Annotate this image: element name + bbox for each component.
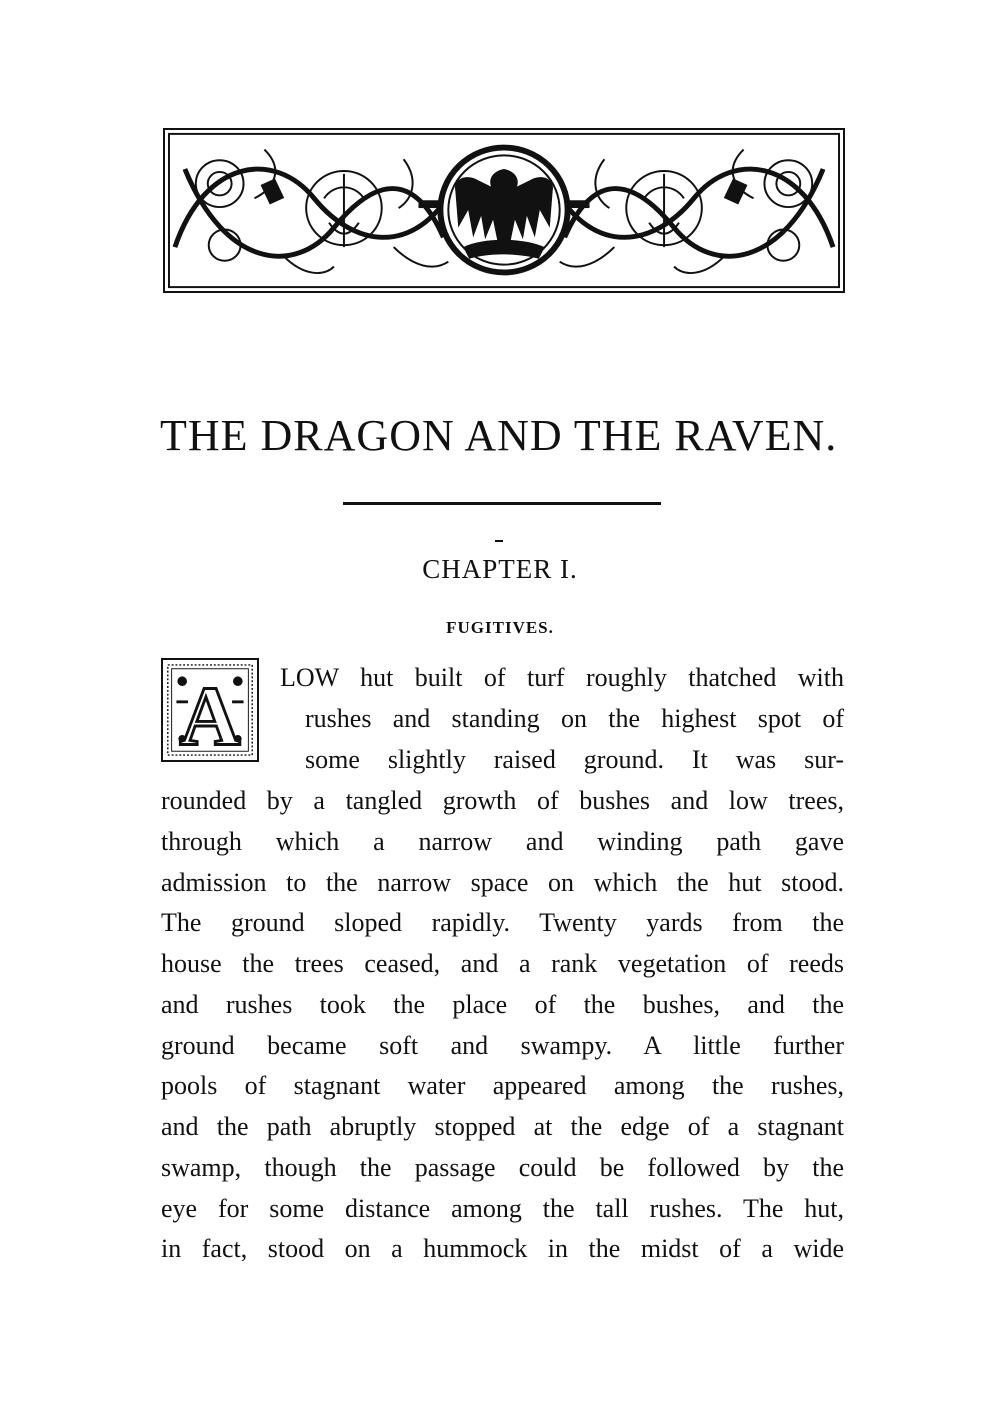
body-line: The ground sloped rapidly. Twenty yards from the (161, 908, 844, 937)
body-line: admission to the narrow space on which the hut stood. (161, 868, 844, 897)
body-line: house the trees ceased, and a rank vegetation of reeds (161, 949, 844, 978)
chapter-heading: CHAPTER I. (422, 554, 578, 584)
book-title: THE DRAGON AND THE RAVEN. (160, 411, 838, 460)
title-rule (343, 502, 661, 505)
body-line: some slightly raised ground. It was sur- (305, 745, 844, 774)
svg-text:A: A (179, 670, 241, 760)
chapter-mark (495, 540, 503, 542)
drop-cap-letter-icon (163, 660, 257, 760)
body-line: ground became soft and swampy. A little further (161, 1031, 844, 1060)
body-line: rushes and standing on the highest spot of (305, 704, 844, 733)
drop-cap (161, 658, 259, 762)
body-line: and rushes took the place of the bushes, and the (161, 990, 844, 1019)
body-line: pools of stagnant water appeared among the rushes, (161, 1071, 844, 1100)
body-line: LOW hut built of turf roughly thatched with (280, 663, 844, 692)
body-line: swamp, though the passage could be followed by the (161, 1153, 844, 1182)
body-line: and the path abruptly stopped at the edge of a stagnant (161, 1112, 844, 1141)
body-line: eye for some distance among the tall rushes. The hut, (161, 1194, 844, 1223)
decorative-headpiece (163, 128, 845, 293)
body-line: through which a narrow and winding path gave (161, 827, 844, 856)
chapter-subtitle: FUGITIVES. (446, 618, 554, 637)
body-line: in fact, stood on a hummock in the midst of a wide (161, 1234, 844, 1263)
body-line: rounded by a tangled growth of bushes and low trees, (161, 786, 844, 815)
headpiece-ornament-icon (165, 130, 843, 291)
